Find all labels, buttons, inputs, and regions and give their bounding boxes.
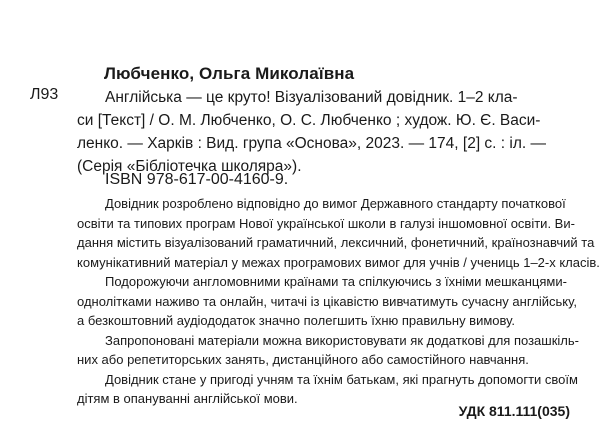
author-heading: Любченко, Ольга Миколаївна (104, 64, 355, 83)
udc-code: УДК 811.111(035) (458, 403, 570, 419)
abstract-line: освіти та типових програм Нової української школи в галузі іншомовної освіти. Ви- (77, 215, 575, 231)
call-number: Л93 (30, 86, 59, 103)
bib-line: си [Текст] / О. М. Любченко, О. С. Любченко ; худож. Ю. Є. Васи- (77, 112, 541, 129)
bib-line: (Серія «Бібліотечка школяра»). (77, 158, 302, 175)
abstract-line: дання містить візуалізований граматичний, лексичний, фонетичний, країнознавчий та (77, 235, 595, 250)
abstract-line: однолітками наживо та онлайн, читачі із цікавістю вивчатимуть сучасну англійську, (77, 293, 577, 309)
abstract-line: комунікативний матеріал у межах програмових вимог для учнів / учениць 1–2-х класів. (77, 254, 600, 270)
bib-line: Англійська — це круто! Візуалізований довідник. 1–2 кла- (105, 89, 518, 106)
bibliographic-description (77, 86, 577, 178)
abstract-line: дітям в опануванні англійської мови. (77, 391, 298, 406)
abstract-line: а безкоштовний аудіододаток значно полегшить їхню правильну вимову. (77, 313, 515, 328)
abstract-line: Довідник розроблено відповідно до вимог Державного стандарту початкової (105, 196, 566, 211)
abstract (77, 194, 600, 409)
abstract-line: них або репетиторських занять, дистанційного або самостійного навчання. (77, 352, 529, 367)
abstract-line: Довідник стане у пригоді учням та їхнім батькам, які прагнуть допомогти своїм (105, 371, 578, 387)
abstract-line: Подорожуючи англомовними країнами та спілкуючись з їхніми мешканцями- (105, 274, 567, 289)
isbn: ISBN 978-617-00-4160-9. (105, 171, 289, 188)
bib-line: ленко. — Харків : Вид. група «Основа», 2023. — 174, [2] с. : іл. — (77, 135, 547, 152)
abstract-line: Запропоновані матеріали можна використовувати як додаткові для позашкіль- (105, 332, 579, 348)
